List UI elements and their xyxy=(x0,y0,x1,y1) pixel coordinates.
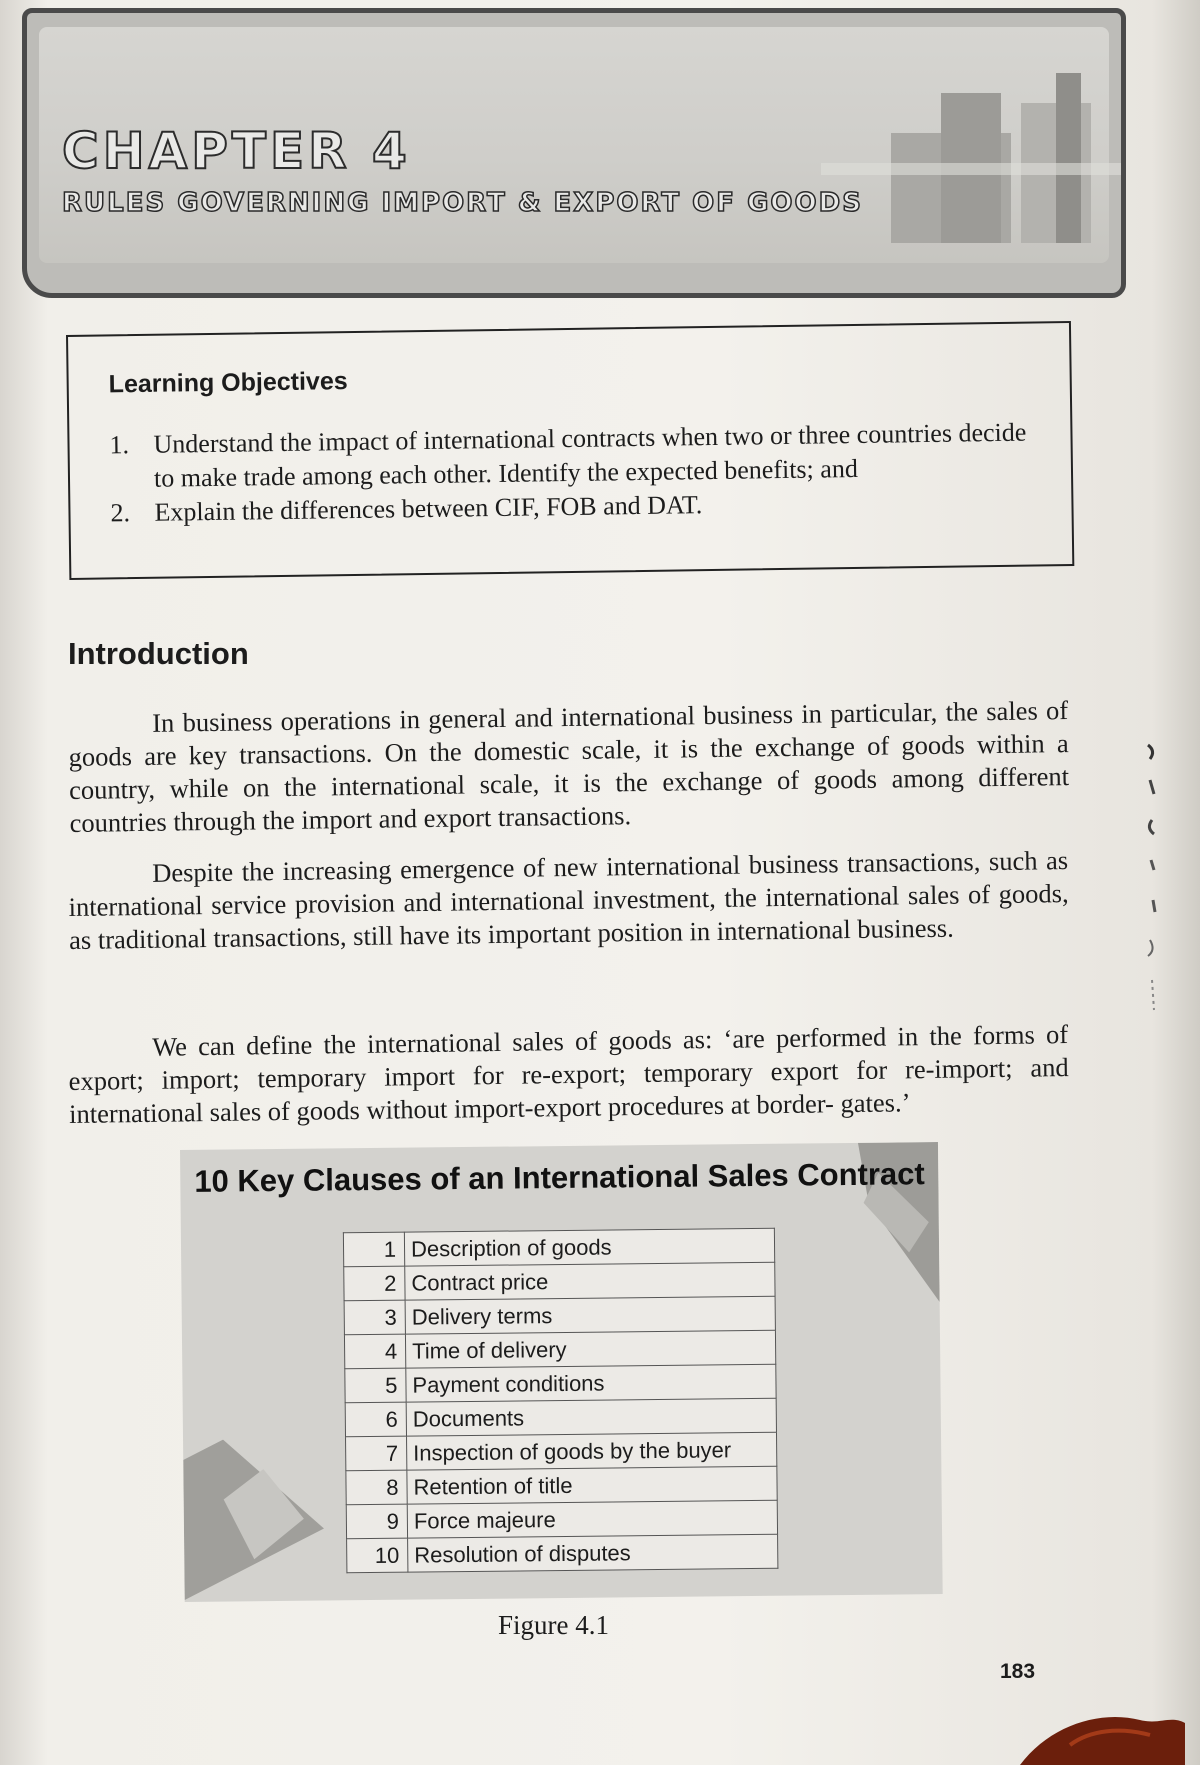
clause-number: 8 xyxy=(346,1470,407,1505)
clause-number: 6 xyxy=(345,1402,406,1437)
figure-panel xyxy=(180,1142,943,1602)
clause-number: 9 xyxy=(346,1504,407,1539)
figure-caption: Figure 4.1 xyxy=(498,1610,609,1640)
table-row xyxy=(344,1330,775,1369)
clause-name: Time of delivery xyxy=(405,1330,775,1368)
clause-name: Force majeure xyxy=(407,1500,777,1538)
table-row xyxy=(343,1228,774,1267)
introduction-paragraph: In business operations in general and international business in particular, the sales of goods are key transactions. On the domestic scale, it is the exchange of goods within a country, while on the international scale, it is the exchange of goods among different countries through the import and export transactions. xyxy=(68,695,1070,838)
table-row xyxy=(346,1432,777,1471)
clause-name: Description of goods xyxy=(404,1228,774,1266)
learning-objectives-heading: Learning Objectives xyxy=(108,367,348,399)
objective-number: 2. xyxy=(110,498,131,528)
clause-number: 5 xyxy=(345,1368,406,1403)
figure-decoration-left xyxy=(183,1439,325,1600)
clause-name: Documents xyxy=(406,1398,776,1436)
clauses-table xyxy=(343,1228,779,1574)
chapter-number-title: CHAPTER 4 xyxy=(62,122,411,180)
chapter-subtitle: RULES GOVERNING IMPORT & EXPORT OF GOODS xyxy=(62,188,863,218)
introduction-paragraph: Despite the increasing emergence of new international business transactions, such as international service provision and international investment, the international sales of goods, as traditional transactions, still have its important position in international business. xyxy=(68,845,1069,955)
banner-decoration xyxy=(821,13,1121,298)
objective-text: Explain the differences between CIF, FOB and DAT. xyxy=(154,490,703,527)
clause-name: Resolution of disputes xyxy=(408,1534,778,1572)
introduction-paragraph: We can define the international sales of goods as: ‘are performed in the forms of export; import; temporary import for re-export; temporary export for re-import; and international sales of goods without import-export procedures at border- gates.’ xyxy=(68,1019,1069,1129)
objective-number: 1. xyxy=(109,430,130,460)
table-row xyxy=(347,1534,778,1573)
learning-objectives-list xyxy=(109,415,1040,530)
clause-number: 4 xyxy=(344,1334,405,1369)
objective-text: Understand the impact of international contracts when two or three countries decide to make trade among each other. Identify the expected benefits; and xyxy=(153,417,1027,493)
introduction-heading: Introduction xyxy=(68,636,249,671)
clause-number: 3 xyxy=(344,1300,405,1335)
clause-name: Inspection of goods by the buyer xyxy=(407,1432,777,1470)
clause-number: 2 xyxy=(344,1266,405,1301)
table-row xyxy=(346,1466,777,1505)
clause-number: 7 xyxy=(346,1436,407,1471)
figure-title: 10 Key Clauses of an International Sales Contract xyxy=(194,1156,925,1199)
clause-name: Payment conditions xyxy=(406,1364,776,1402)
clause-number: 10 xyxy=(347,1538,408,1573)
learning-objectives-box xyxy=(66,321,1074,580)
clause-name: Delivery terms xyxy=(405,1296,775,1334)
clause-number: 1 xyxy=(343,1232,404,1267)
clause-name: Retention of title xyxy=(407,1466,777,1504)
margin-marks xyxy=(1138,740,1168,1040)
table-row xyxy=(346,1500,777,1539)
clause-name: Contract price xyxy=(405,1262,775,1300)
corner-stain xyxy=(1010,1705,1200,1765)
table-row xyxy=(344,1296,775,1335)
page-number: 183 xyxy=(1000,1660,1036,1683)
objective-item xyxy=(109,415,1040,496)
table-row xyxy=(344,1262,775,1301)
table-row xyxy=(345,1364,776,1403)
table-row xyxy=(345,1398,776,1437)
